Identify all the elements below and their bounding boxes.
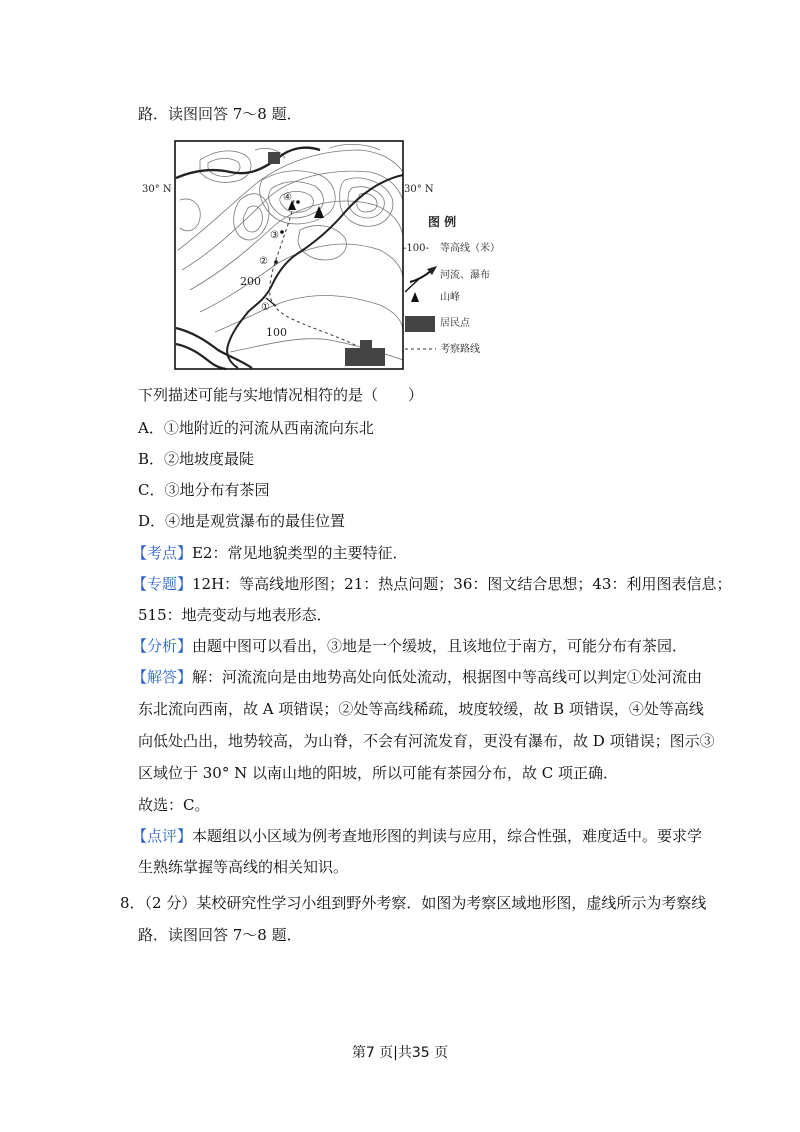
- zhuanti-tag: 【专题】: [132, 575, 193, 593]
- legend-contour-sample: -100-: [403, 243, 429, 254]
- option-text: ①地附近的河流从西南流向东北: [163, 419, 374, 437]
- option-text: ④地是观赏瀑布的最佳位置: [165, 512, 346, 530]
- contour-label-100: 100: [266, 326, 287, 339]
- dianping-line-2: 生熟练掌握等高线的相关知识。: [138, 858, 349, 876]
- map-marker-3: ③: [270, 230, 279, 241]
- question-stem: 下列描述可能与实地情况相符的是（ ）: [138, 386, 424, 404]
- dianping-tag: 【点评】: [132, 827, 193, 845]
- option-letter: D．: [138, 512, 166, 530]
- jieda-tag: 【解答】: [132, 668, 193, 686]
- question-8-line-1: 8．（2 分）某校研究性学习小组到野外考察．如图为考察区域地形图，虚线所示为考察线: [120, 894, 707, 912]
- legend-settlement: 居民点: [440, 318, 470, 329]
- dianping-line-1: [132, 826, 702, 846]
- jieda-line-3: 向低处凸出，地势较高，为山脊，不会有河流发育，更没有瀑布，故 D 项错误；图示③: [138, 732, 715, 750]
- latitude-label-right: 30° N: [404, 184, 434, 195]
- option-text: ③地分布有茶园: [164, 481, 270, 499]
- contour-label-200: 200: [240, 275, 261, 288]
- question-8-line-2: 路．读图回答 7～8 题．: [138, 926, 302, 944]
- fenxi-tag: 【分析】: [132, 637, 193, 655]
- intro-tail-text: 路．读图回答 7～8 题．: [138, 105, 302, 123]
- option-a: [138, 418, 374, 438]
- option-letter: A．: [138, 419, 164, 437]
- kaodian-line: [132, 543, 408, 563]
- zhuanti-text-1: 12H：等高线地形图；21：热点问题；36：图文结合思想；43：利用图表信息；: [192, 575, 732, 593]
- jieda-line-4: 区域位于 30° N 以南山地的阳坡，所以可能有茶园分布，故 C 项正确．: [138, 764, 619, 782]
- kaodian-tag: 【考点】: [132, 544, 193, 562]
- jieda-line-2: 东北流向西南，故 A 项错误；②处等高线稀疏，坡度较缓，故 B 项错误，④处等高线: [138, 700, 704, 718]
- answer-line: 故选：C。: [138, 796, 210, 814]
- kaodian-text: E2：常见地貌类型的主要特征．: [192, 544, 408, 562]
- legend-contour: 等高线（米）: [440, 243, 500, 254]
- zhuanti-line-1: [132, 574, 731, 594]
- option-b: [138, 449, 254, 469]
- map-marker-1: ①: [261, 302, 270, 313]
- option-letter: C．: [138, 481, 165, 499]
- page-footer: 第7 页|共35 页: [351, 1045, 449, 1061]
- option-c: [138, 480, 270, 500]
- legend-title: 图 例: [428, 215, 457, 229]
- legend-river: 河流、瀑布: [440, 270, 490, 281]
- latitude-label-left: 30° N: [142, 184, 172, 195]
- option-letter: B．: [138, 450, 165, 468]
- map-marker-4: ④: [283, 192, 292, 203]
- zhuanti-line-2: 515：地壳变动与地表形态．: [138, 606, 332, 624]
- legend-peak: 山峰: [440, 292, 460, 303]
- map-marker-2: ②: [259, 256, 268, 267]
- fenxi-text: 由题中图可以看出，③地是一个缓坡，且该地位于南方，可能分布有茶园．: [192, 637, 688, 655]
- legend-route: 考察路线: [440, 344, 480, 355]
- fenxi-line: [132, 636, 687, 656]
- option-d: [138, 511, 345, 531]
- jieda-line-1: [132, 667, 702, 687]
- dianping-text-1: 本题组以小区域为例考查地形图的判读与应用，综合性强，难度适中。要求学: [192, 827, 703, 845]
- jieda-text-1: 解：河流流向是由地势高处向低处流动，根据图中等高线可以判定①处河流由: [192, 668, 703, 686]
- option-text: ②地坡度最陡: [164, 450, 255, 468]
